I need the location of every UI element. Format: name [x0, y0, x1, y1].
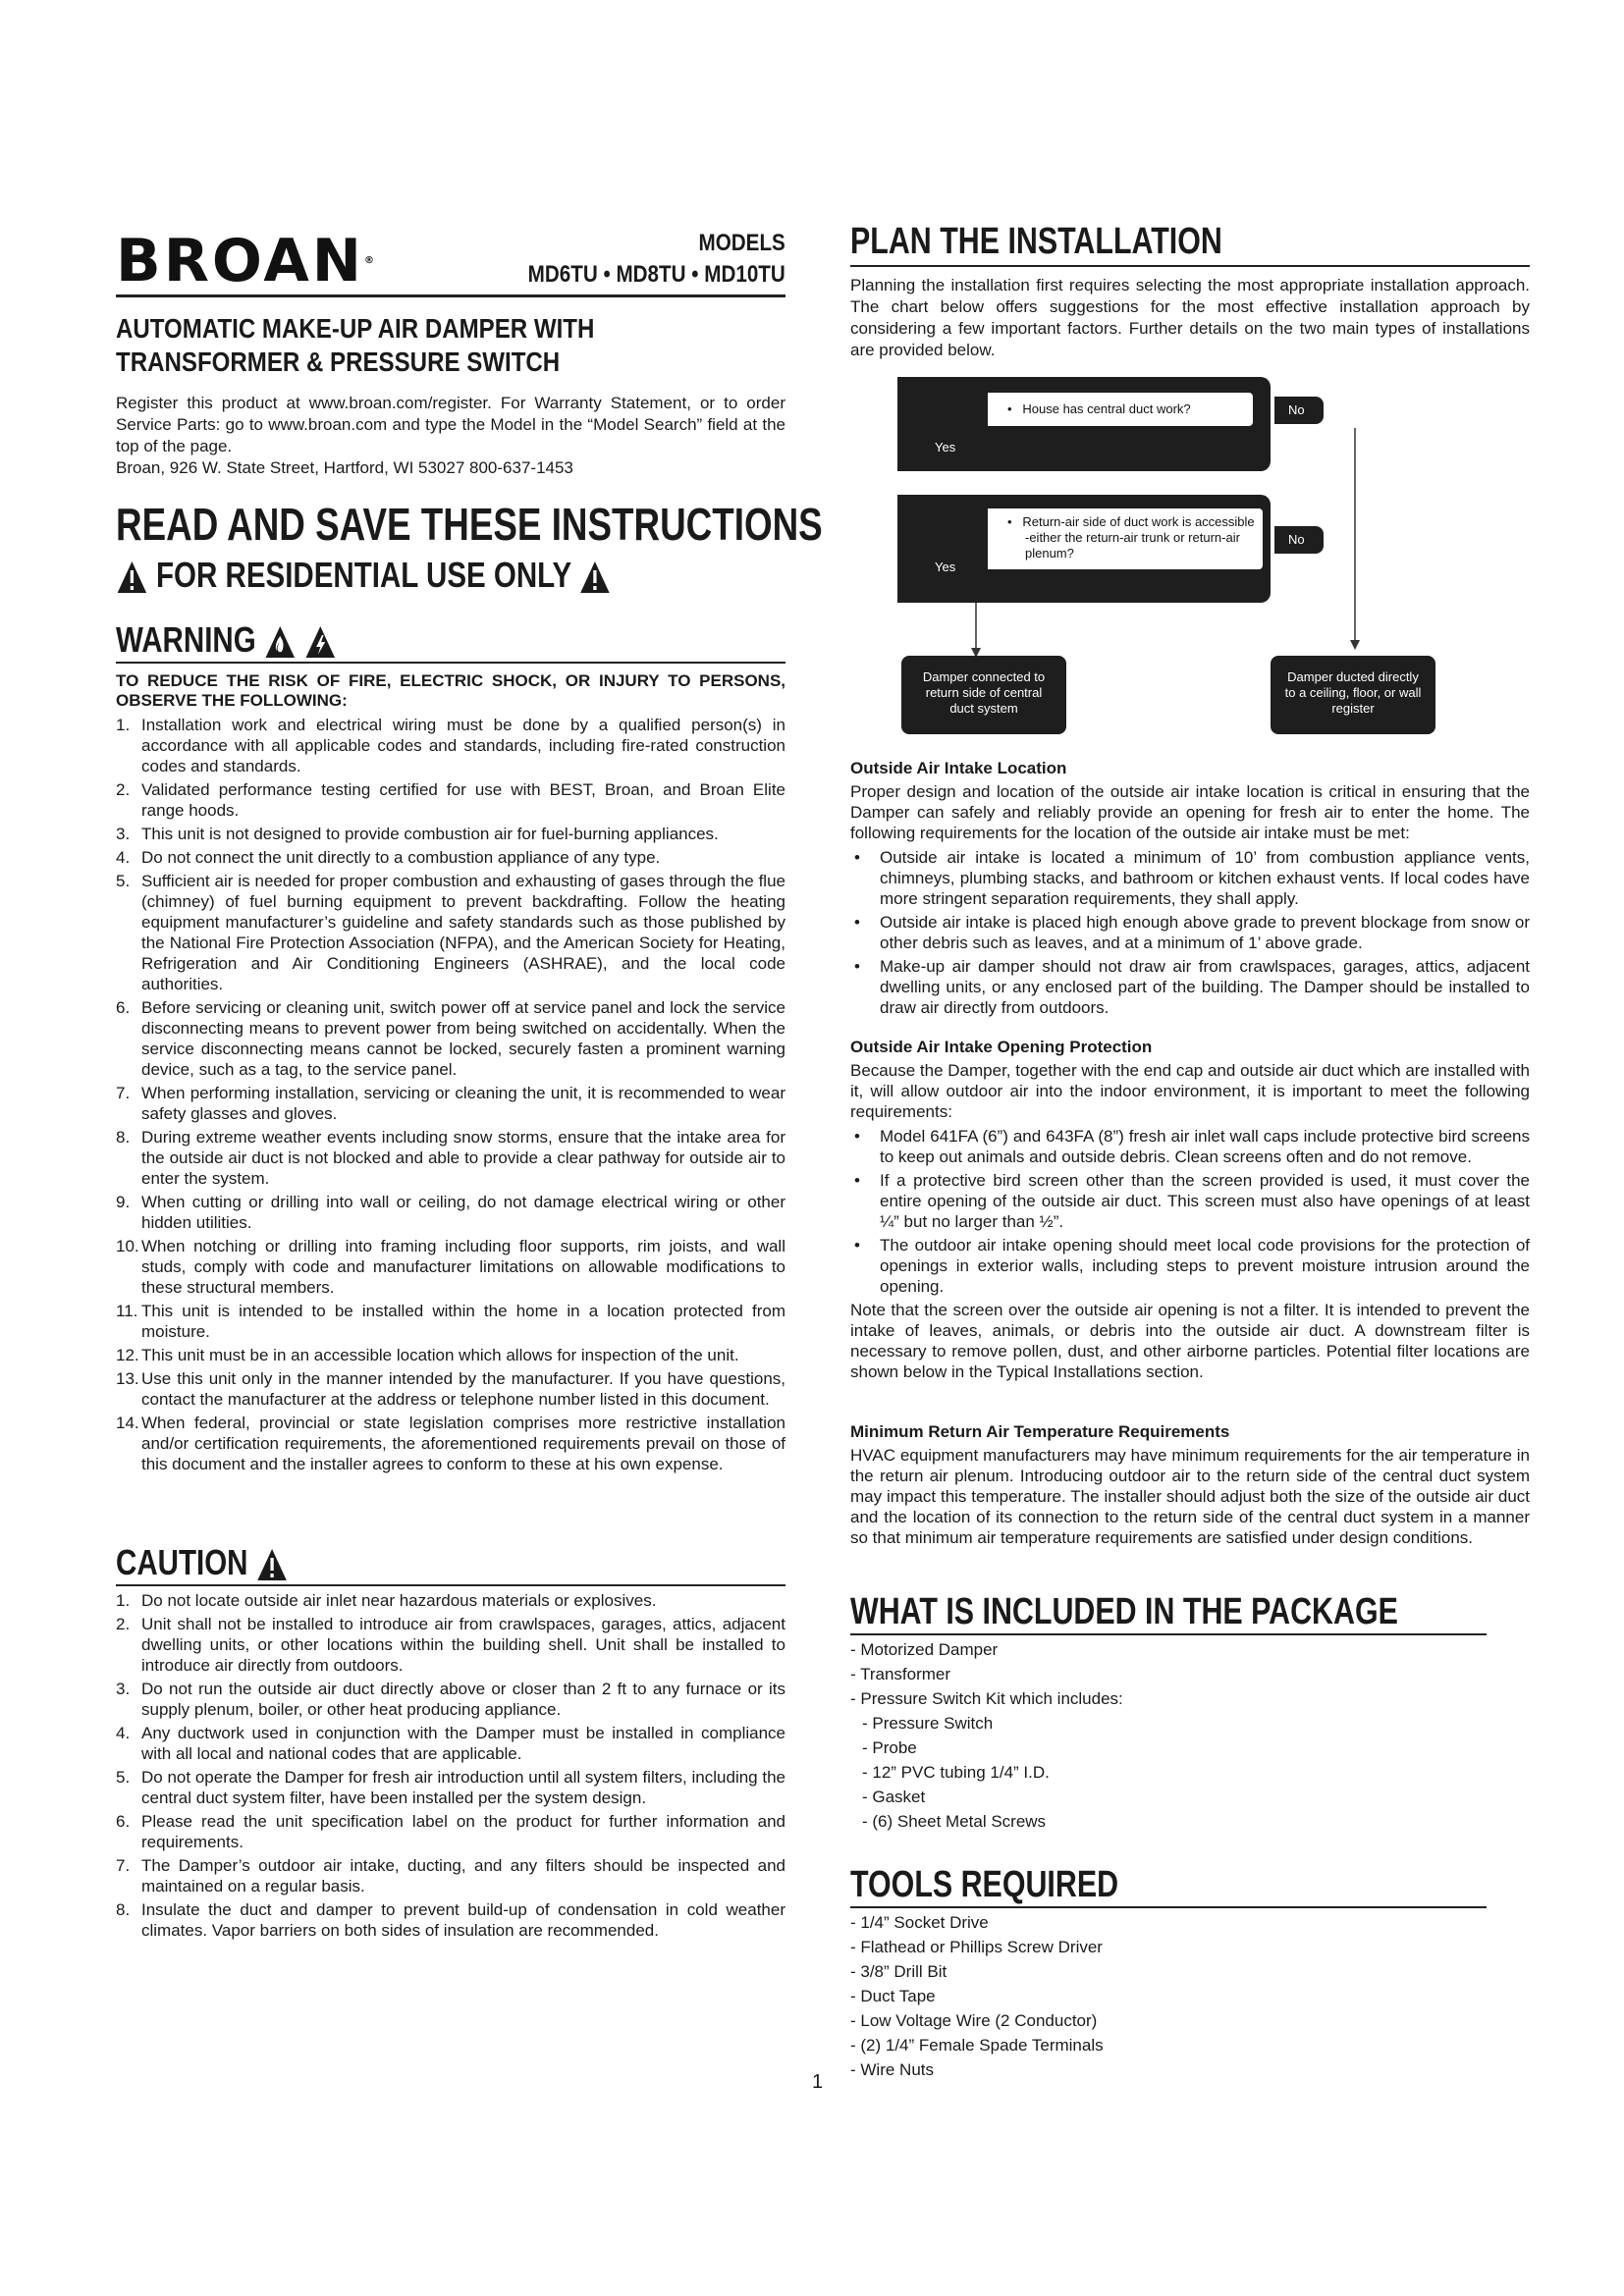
package-item: - 12” PVC tubing 1/4” I.D. — [862, 1763, 1050, 1782]
warning-item-number: 7. — [116, 1084, 131, 1102]
residential-heading — [116, 556, 612, 595]
decision-1-no: No — [1288, 402, 1305, 417]
warning-item-number: 2. — [116, 780, 131, 799]
intake-location-section — [850, 758, 1530, 1021]
warning-item-text: Installation work and electrical wiring must be done by a qualified person(s) in accordance with all applicable codes and standards, including fire-rated construction codes and standards. — [141, 716, 785, 775]
tools-rule — [850, 1906, 1487, 1908]
warning-item-text: When cutting or drilling into wall or ceiling, do not damage electrical wiring or other hidden utilities. — [141, 1193, 785, 1232]
warning-item-text: When performing installation, servicing or cleaning the unit, it is recommended to wear safety glasses and gloves. — [141, 1084, 785, 1123]
result-direct-register-text: Damper ducted directly to a ceiling, floor, or wall register — [1284, 669, 1422, 716]
product-title-line2: TRANSFORMER & PRESSURE SWITCH — [116, 347, 561, 377]
warning-item-text: This unit is intended to be installed within the home in a location protected from moisture. — [141, 1302, 785, 1341]
warning-intro: TO REDUCE THE RISK OF FIRE, ELECTRIC SHOCK, OR INJURY TO PERSONS, OBSERVE THE FOLLOWING: — [116, 671, 785, 710]
warning-item-number: 12. — [116, 1346, 139, 1364]
warning-item — [116, 1413, 785, 1474]
header-rule — [116, 294, 785, 297]
caution-item-text: Please read the unit specification label on the product for further information and requirements. — [141, 1812, 785, 1851]
product-title-line1: AUTOMATIC MAKE-UP AIR DAMPER WITH — [116, 313, 595, 344]
warning-item-text: When notching or drilling into framing including floor supports, rim joists, and wall studs, comply with code and manufacturer limitations on allowable modifications to these structural members. — [141, 1237, 785, 1297]
decision-1-no-box — [1274, 397, 1324, 424]
warning-item — [116, 1301, 785, 1342]
result-return-side — [901, 656, 1066, 734]
tool-item: - 3/8” Drill Bit — [850, 1962, 947, 1981]
package-list — [850, 1637, 1123, 1834]
opening-protection-bullet: • Model 641FA (6”) and 643FA (8”) fresh air inlet wall caps include protective bird screens to keep out animals and outside debris. Clean screens often and do not remove. — [850, 1126, 1530, 1167]
question-2-box — [986, 507, 1265, 571]
warning-item — [116, 1083, 785, 1124]
intake-location-bullets — [850, 847, 1530, 1018]
warning-item-text: During extreme weather events including snow storms, ensure that the intake area for the outside air duct is not blocked and able to provide a clear pathway for outside air to enter the system. — [141, 1128, 785, 1188]
warning-item — [116, 1236, 785, 1298]
caution-item-number: 3. — [116, 1680, 131, 1698]
caution-item — [116, 1679, 785, 1720]
decision-2-no-box — [1274, 526, 1324, 554]
caution-item-text: Do not run the outside air duct directly above or closer than 2 ft to any furnace or its supply plenum, boiler, or other heat producing appliance. — [141, 1680, 785, 1719]
warning-item-number: 5. — [116, 872, 131, 890]
logo-text: BROAN — [116, 227, 364, 295]
opening-protection-heading: Outside Air Intake Opening Protection — [850, 1038, 1153, 1056]
caution-item — [116, 1614, 785, 1676]
warning-item — [116, 779, 785, 821]
caution-item — [116, 1855, 785, 1896]
register-text: Register this product at www.broan.com/register. For Warranty Statement, or to order Service Parts: go to www.broan.com and type the Model in the “Model Search” field at the top of the page. — [116, 394, 785, 455]
caution-item-text: Unit shall not be installed to introduce air from crawlspaces, garages, attics, adjacent dwelling units, or other locations within the building shell. Unit shall be installed to introduce air directly from outdoors. — [141, 1615, 785, 1675]
caution-item-text: Do not locate outside air inlet near hazardous materials or explosives. — [141, 1591, 657, 1610]
caution-item-number: 5. — [116, 1768, 131, 1787]
package-item: - Motorized Damper — [850, 1640, 999, 1659]
caution-item-text: The Damper’s outdoor air intake, ducting, and any filters should be inspected and maintained on a regular basis. — [141, 1856, 785, 1896]
warning-item — [116, 847, 785, 868]
electric-shock-icon — [304, 624, 337, 660]
result-return-side-text: Damper connected to return side of central duct system — [922, 669, 1046, 716]
warning-item-number: 6. — [116, 998, 131, 1017]
warning-item-number: 11. — [116, 1302, 138, 1320]
question-1-text: House has central duct work? — [1022, 401, 1191, 416]
models-list: MD6TU • MD8TU • MD10TU — [527, 261, 785, 288]
caution-item-number: 7. — [116, 1856, 131, 1875]
address-text: Broan, 926 W. State Street, Hartford, WI 53027 800-637-1453 — [116, 458, 573, 477]
warning-item-number: 4. — [116, 848, 131, 867]
intake-location-bullet: • Outside air intake is placed high enough above grade to prevent blockage from snow or other debris such as leaves, and at a minimum of 1’ above grade. — [850, 912, 1530, 953]
warning-item — [116, 824, 785, 844]
tool-item: - Low Voltage Wire (2 Conductor) — [850, 2011, 1098, 2030]
installation-flowchart — [897, 377, 1487, 740]
tool-item: - Flathead or Phillips Screw Driver — [850, 1938, 1103, 1956]
opening-protection-bullets — [850, 1126, 1530, 1297]
caution-item-number: 2. — [116, 1615, 131, 1633]
caution-item-number: 4. — [116, 1724, 131, 1742]
caution-item — [116, 1723, 785, 1764]
warning-list — [116, 715, 785, 1477]
warning-item — [116, 997, 785, 1080]
caution-item — [116, 1767, 785, 1808]
warning-item-number: 1. — [116, 716, 131, 734]
page-number: 1 — [812, 2071, 824, 2093]
warning-text: WARNING — [116, 619, 256, 660]
caution-item-text: Insulate the duct and damper to prevent build-up of condensation in cold weather climates. Vapor barriers on both sides of insulation are recommended. — [141, 1900, 785, 1940]
warning-heading — [116, 620, 337, 660]
warning-item-text: Validated performance testing certified for use with BEST, Broan, and Broan Elite range hoods. — [141, 780, 785, 820]
warning-item — [116, 1192, 785, 1233]
plan-text: Planning the installation first requires selecting the most appropriate installation approach. The chart below offers suggestions for the most effective installation approach by considering a few important factors. Further details on the two main types of installations are provided below. — [850, 276, 1530, 359]
tools-heading: TOOLS REQUIRED — [850, 1864, 1119, 1905]
decision-2-no: No — [1288, 532, 1305, 547]
warning-item-text: This unit must be in an accessible location which allows for inspection of the unit. — [141, 1346, 739, 1364]
warning-item-text: This unit is not designed to provide combustion air for fuel-burning appliances. — [141, 825, 719, 843]
plan-rule — [850, 265, 1530, 267]
package-item: - Transformer — [850, 1665, 951, 1683]
warning-item-number: 10. — [116, 1237, 139, 1255]
opening-protection-text: Because the Damper, together with the end cap and outside air duct which are installed with it, will allow outdoor air into the indoor environment, it is important to meet the following requirements: — [850, 1061, 1530, 1121]
intake-location-text: Proper design and location of the outside air intake location is critical in ensuring that the Damper can safely and reliably provide an opening for fresh air to enter the home. The following requirements for the location of the outside air intake must be met: — [850, 782, 1530, 842]
intake-location-bullet: • Outside air intake is located a minimum of 10’ from combustion appliance vents, chimneys, plumbing stacks, and bathroom or kitchen exhaust vents. If local codes have more stringent separation requirements, they shall apply. — [850, 847, 1530, 909]
warning-item — [116, 871, 785, 994]
intake-location-heading: Outside Air Intake Location — [850, 759, 1067, 777]
caution-list — [116, 1590, 785, 1944]
result-direct-register — [1271, 656, 1435, 734]
warning-item — [116, 1127, 785, 1189]
caution-rule — [116, 1584, 785, 1586]
tool-item: - 1/4” Socket Drive — [850, 1913, 989, 1932]
caution-heading — [116, 1543, 288, 1582]
residential-text: FOR RESIDENTIAL USE ONLY — [156, 555, 571, 595]
package-item: - Pressure Switch — [862, 1714, 994, 1733]
tool-item: - (2) 1/4” Female Spade Terminals — [850, 2036, 1104, 2055]
warning-item — [116, 1368, 785, 1410]
caution-item — [116, 1899, 785, 1941]
caution-item — [116, 1590, 785, 1611]
warning-item-text: Use this unit only in the manner intended by the manufacturer. If you have questions, contact the manufacturer at the address or telephone number listed in this document. — [141, 1369, 785, 1409]
caution-item — [116, 1811, 785, 1852]
decision-2-yes: Yes — [935, 560, 956, 574]
warning-rule — [116, 662, 785, 664]
warning-item-text: When federal, provincial or state legislation comprises more restrictive installation and/or certification requirements, the aforementioned requirements prevail on those of this document and the installer agrees to conform to these at his own expense. — [141, 1414, 785, 1473]
warning-item-number: 9. — [116, 1193, 131, 1211]
return-temp-heading: Minimum Return Air Temperature Requirements — [850, 1422, 1230, 1441]
package-heading: WHAT IS INCLUDED IN THE PACKAGE — [850, 1591, 1398, 1632]
warning-triangle-icon — [256, 1547, 289, 1582]
tools-list — [850, 1910, 1104, 2082]
warning-item — [116, 715, 785, 776]
models-label: MODELS — [698, 230, 785, 256]
warning-item — [116, 1345, 785, 1365]
intake-location-bullet: • Make-up air damper should not draw air from crawlspaces, garages, attics, adjacent dwelling units, or any enclosed part of the building. The Damper should be installed to draw air directly from outdoors. — [850, 956, 1530, 1018]
warning-triangle-icon — [116, 560, 148, 595]
warning-triangle-icon — [579, 560, 612, 595]
opening-protection-bullet: • If a protective bird screen other than the screen provided is used, it must cover the entire opening of the outside air duct. This screen must also have openings of at least ¼” but no larger than ½”. — [850, 1170, 1530, 1232]
return-temp-section — [850, 1421, 1530, 1548]
warning-item-text: Do not connect the unit directly to a combustion appliance of any type. — [141, 848, 661, 867]
warning-item-text: Sufficient air is needed for proper combustion and exhausting of gases through the flue (chimney) of fuel burning equipment to prevent backdrafting. Follow the heating equipment manufacturer’s guideline and safety standards such as those published by the National Fire Protection Association (NFPA), and the American Society for Heating, Refrigeration and Air Conditioning Engineers (ASHRAE), and the local code authorities. — [141, 872, 785, 993]
opening-protection-section — [850, 1037, 1530, 1382]
question-1-box — [986, 391, 1255, 428]
broan-logo: BROAN® — [116, 227, 377, 295]
package-item: - Probe — [862, 1738, 917, 1757]
package-item: - (6) Sheet Metal Screws — [862, 1812, 1047, 1831]
package-item: - Pressure Switch Kit which includes: — [850, 1689, 1123, 1708]
return-temp-text: HVAC equipment manufacturers may have minimum requirements for the air temperature in the return air plenum. Introducing outdoor air to the return side of the central duct system may impact this temperature. The installer should adjust both the size of the outside air duct and the location of its connection to the return side of the central duct system in a manner so that minimum air temperature requirements are satisfied under design conditions. — [850, 1446, 1530, 1547]
caution-text: CAUTION — [116, 1542, 248, 1582]
opening-protection-bullet: • The outdoor air intake opening should meet local code provisions for the protection of openings in exterior walls, including steps to prevent moisture intrusion around the opening. — [850, 1235, 1530, 1297]
caution-item-text: Do not operate the Damper for fresh air introduction until all system filters, including the central duct system filter, have been installed per the system design. — [141, 1768, 785, 1807]
package-rule — [850, 1633, 1487, 1635]
tool-item: - Wire Nuts — [850, 2060, 934, 2079]
tool-item: - Duct Tape — [850, 1987, 936, 2005]
opening-protection-note: Note that the screen over the outside air opening is not a filter. It is intended to prevent the intake of leaves, animals, or debris into the outside air duct. A downstream filter is necessary to remove pollen, dust, and other airborne particles. Potential filter locations are shown below in the Typical Installations section. — [850, 1301, 1530, 1381]
caution-item-text: Any ductwork used in conjunction with the Damper must be installed in compliance with all local and national codes that are applicable. — [141, 1724, 785, 1763]
warning-item-text: Before servicing or cleaning unit, switch power off at service panel and lock the service disconnecting means to prevent power from being switched on accidentally. When the service disconnecting means cannot be locked, securely fasten a prominent warning device, such as a tag, to the service panel. — [141, 998, 785, 1079]
question-1: • House has central duct work? — [1007, 401, 1191, 416]
caution-item-number: 8. — [116, 1900, 131, 1919]
warning-item-number: 14. — [116, 1414, 139, 1432]
fire-hazard-icon — [264, 624, 297, 660]
caution-item-number: 1. — [116, 1591, 131, 1610]
caution-item-number: 6. — [116, 1812, 131, 1831]
question-2: • Return-air side of duct work is accessible -either the return-air trunk or return-air plenum? — [1007, 514, 1255, 561]
decision-1-yes: Yes — [935, 440, 956, 454]
question-2-text: Return-air side of duct work is accessible -either the return-air trunk or return-air plenum? — [1022, 514, 1255, 561]
warning-item-number: 3. — [116, 825, 131, 843]
warning-item-number: 13. — [116, 1369, 139, 1388]
package-item: - Gasket — [862, 1788, 926, 1806]
warning-item-number: 8. — [116, 1128, 131, 1147]
models-block — [528, 228, 785, 291]
read-save-heading: READ AND SAVE THESE INSTRUCTIONS — [116, 499, 823, 550]
plan-heading: PLAN THE INSTALLATION — [850, 221, 1222, 262]
